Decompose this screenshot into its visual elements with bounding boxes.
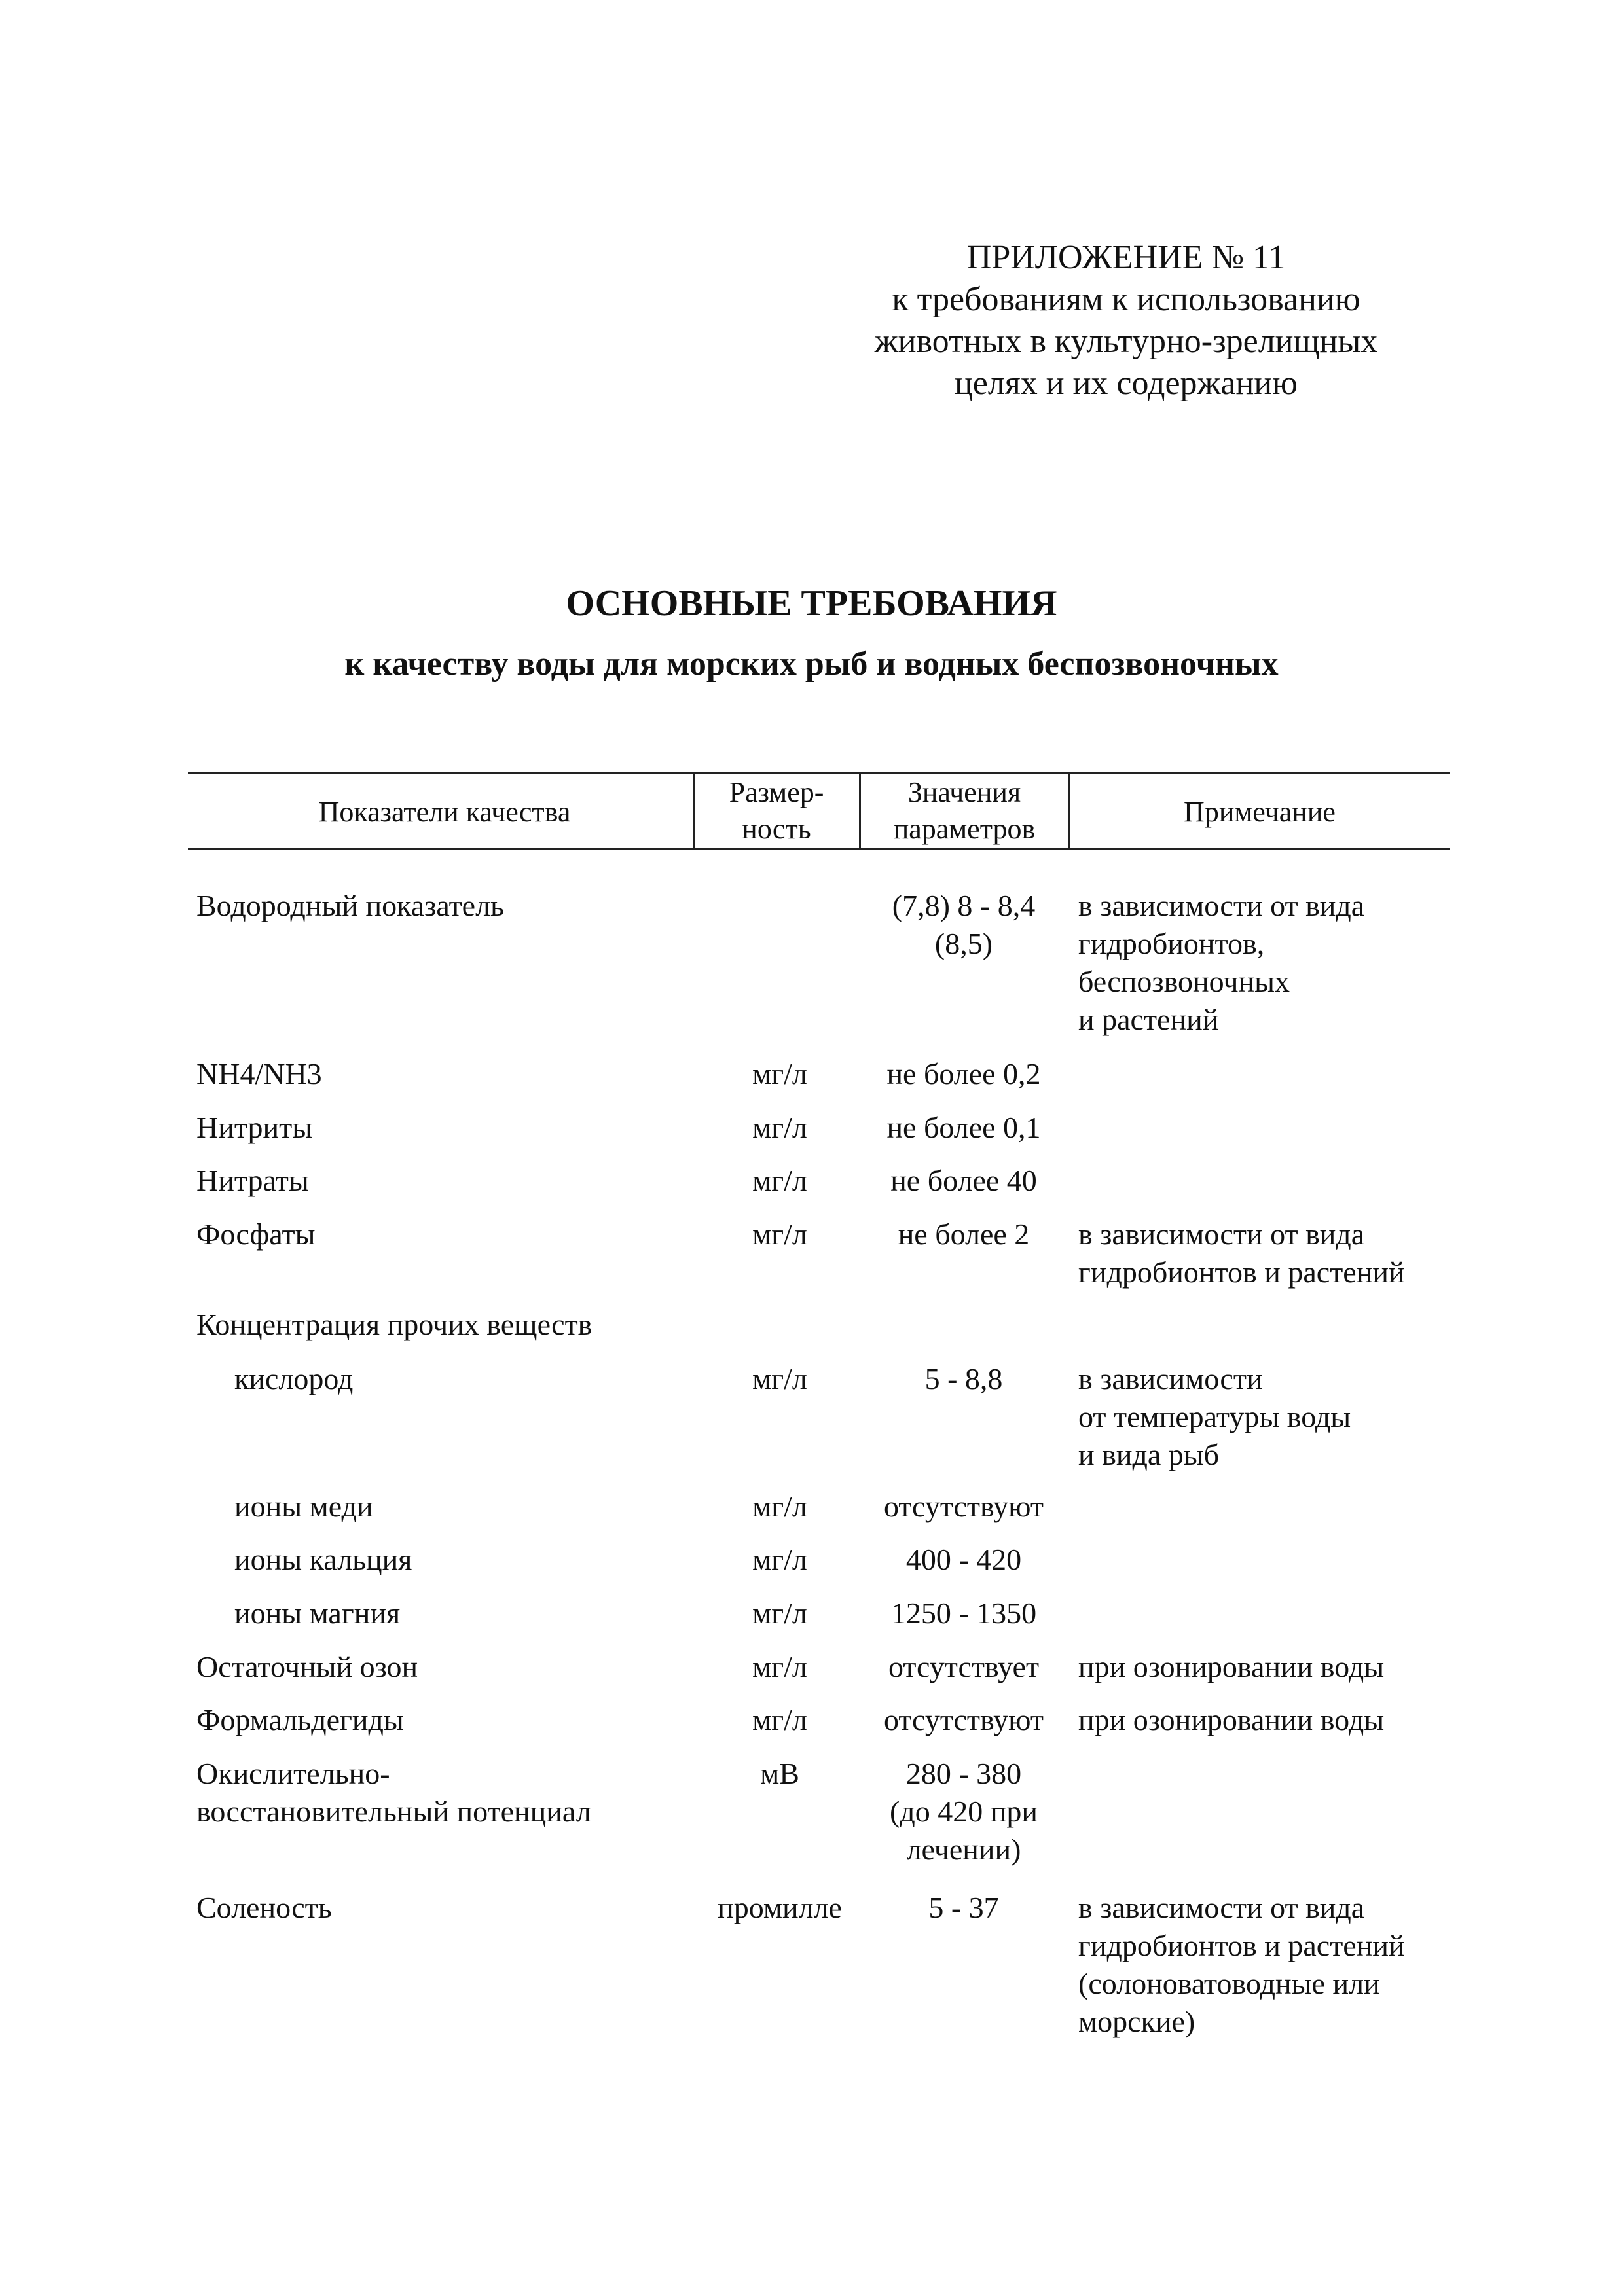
indicator-text: ионы кальция	[234, 1543, 412, 1576]
note-cell	[1078, 1889, 1471, 2041]
note-text: и растений	[1078, 1003, 1219, 1036]
value-cell	[859, 1541, 1068, 1579]
note-text: гидробионтов и растений	[1078, 1929, 1405, 1962]
indicator-text: Концентрация прочих веществ	[196, 1308, 593, 1341]
document-subtitle: к качеству воды для морских рыб и водных беспозвоночных	[344, 645, 1279, 683]
note-cell	[1078, 1215, 1471, 1291]
value-cell	[859, 1360, 1068, 1398]
value-cell	[859, 1162, 1068, 1200]
unit-cell: мг/л	[752, 1362, 807, 1395]
unit-cell: мг/л	[752, 1650, 807, 1683]
note-text: гидробионтов,	[1078, 927, 1265, 960]
note-cell	[1078, 1701, 1471, 1739]
indicator-text: Формальдегиды	[196, 1703, 404, 1736]
value-text: (8,5)	[934, 927, 993, 960]
value-text: не более 40	[890, 1164, 1037, 1197]
indicator-text: Водородный показатель	[196, 889, 505, 922]
value-cell	[859, 1488, 1068, 1526]
indicator-text: ионы меди	[234, 1490, 373, 1523]
note-text: при озонировании воды	[1078, 1703, 1385, 1736]
indicator-cell	[196, 1109, 694, 1147]
value-cell	[859, 887, 1068, 963]
header-unit-line: Размер-	[729, 776, 824, 808]
indicator-text: NH4/NH3	[196, 1057, 322, 1090]
indicator-cell	[196, 1701, 694, 1739]
note-text: в зависимости	[1078, 1362, 1263, 1395]
note-text: морские)	[1078, 2005, 1195, 2038]
value-text: 280 - 380	[905, 1757, 1022, 1790]
indicator-cell	[234, 1594, 732, 1632]
unit-cell: мг/л	[752, 1703, 807, 1736]
header-note: Примечание	[1184, 796, 1336, 828]
indicator-text: кислород	[234, 1362, 354, 1395]
note-text: беспозвоночных	[1078, 965, 1290, 998]
unit-cell: мг/л	[752, 1217, 807, 1251]
value-cell	[859, 1055, 1068, 1093]
unit-cell: мг/л	[752, 1164, 807, 1197]
note-cell	[1078, 1360, 1471, 1474]
value-cell	[859, 1648, 1068, 1686]
unit-cell: мг/л	[752, 1057, 807, 1090]
value-cell	[859, 1701, 1068, 1739]
indicator-cell	[234, 1360, 732, 1398]
unit-cell: мг/л	[752, 1111, 807, 1144]
unit-cell: мВ	[760, 1757, 799, 1790]
table-header-rule	[188, 848, 1450, 850]
indicator-cell	[196, 1215, 694, 1253]
indicator-text: Нитриты	[196, 1111, 313, 1144]
appendix-line: к требованиям к использованию	[892, 281, 1360, 318]
header-value-line: Значения	[907, 776, 1021, 808]
indicator-text: Остаточный озон	[196, 1650, 418, 1683]
indicator-cell	[196, 1889, 694, 1927]
appendix-line: целях и их содержанию	[954, 365, 1298, 402]
header-value	[860, 774, 1068, 848]
note-text: (солоноватоводные или	[1078, 1967, 1380, 2000]
unit-cell: мг/л	[752, 1596, 807, 1630]
appendix-block	[812, 237, 1440, 404]
value-text: отсутствует	[888, 1650, 1040, 1683]
indicator-cell	[196, 1162, 694, 1200]
indicator-text: Соленость	[196, 1891, 332, 1924]
value-text: отсутствуют	[883, 1490, 1044, 1523]
value-cell	[859, 1594, 1068, 1632]
value-text: не более 0,2	[886, 1057, 1041, 1090]
value-text: (до 420 при	[890, 1795, 1038, 1828]
header-unit-line: ность	[742, 813, 811, 845]
value-text: отсутствуют	[883, 1703, 1044, 1736]
indicator-cell	[196, 1755, 694, 1831]
indicator-text: восстановительный потенциал	[196, 1795, 591, 1828]
indicator-cell	[196, 1648, 694, 1686]
value-cell	[859, 1215, 1068, 1253]
header-unit	[694, 774, 859, 848]
note-cell	[1078, 1648, 1471, 1686]
note-text: и вида рыб	[1078, 1438, 1220, 1471]
note-text: в зависимости от вида	[1078, 1217, 1365, 1251]
note-text: от температуры воды	[1078, 1400, 1351, 1433]
value-cell	[859, 1755, 1068, 1869]
note-text: в зависимости от вида	[1078, 1891, 1365, 1924]
unit-cell: мг/л	[752, 1490, 807, 1523]
unit-cell: промилле	[718, 1891, 842, 1924]
value-text: 1250 - 1350	[890, 1596, 1037, 1630]
header-value-line: параметров	[893, 813, 1036, 845]
value-text: (7,8) 8 - 8,4	[892, 889, 1036, 922]
indicator-cell	[196, 887, 694, 925]
note-cell	[1078, 887, 1471, 1039]
indicator-text: Окислительно-	[196, 1757, 390, 1790]
document-title: ОСНОВНЫЕ ТРЕБОВАНИЯ	[566, 583, 1057, 624]
note-text: гидробионтов и растений	[1078, 1255, 1405, 1289]
unit-cell: мг/л	[752, 1543, 807, 1576]
indicator-text: Нитраты	[196, 1164, 309, 1197]
indicator-cell	[196, 1055, 694, 1093]
appendix-line: животных в культурно-зрелищных	[874, 323, 1378, 360]
value-text: не более 2	[898, 1217, 1030, 1251]
note-text: при озонировании воды	[1078, 1650, 1385, 1683]
value-text: лечении)	[906, 1833, 1021, 1866]
indicator-text: Фосфаты	[196, 1217, 316, 1251]
value-text: 5 - 8,8	[924, 1362, 1003, 1395]
header-indicator: Показатели качества	[318, 796, 571, 828]
indicator-cell	[234, 1488, 732, 1526]
value-text: 5 - 37	[928, 1891, 999, 1924]
indicator-cell	[234, 1541, 732, 1579]
indicator-cell	[196, 1306, 694, 1344]
value-text: не более 0,1	[886, 1111, 1041, 1144]
value-cell	[859, 1889, 1068, 1927]
value-text: 400 - 420	[905, 1543, 1022, 1576]
note-text: в зависимости от вида	[1078, 889, 1365, 922]
indicator-text: ионы магния	[234, 1596, 401, 1630]
appendix-number: ПРИЛОЖЕНИЕ № 11	[966, 239, 1286, 276]
value-cell	[859, 1109, 1068, 1147]
